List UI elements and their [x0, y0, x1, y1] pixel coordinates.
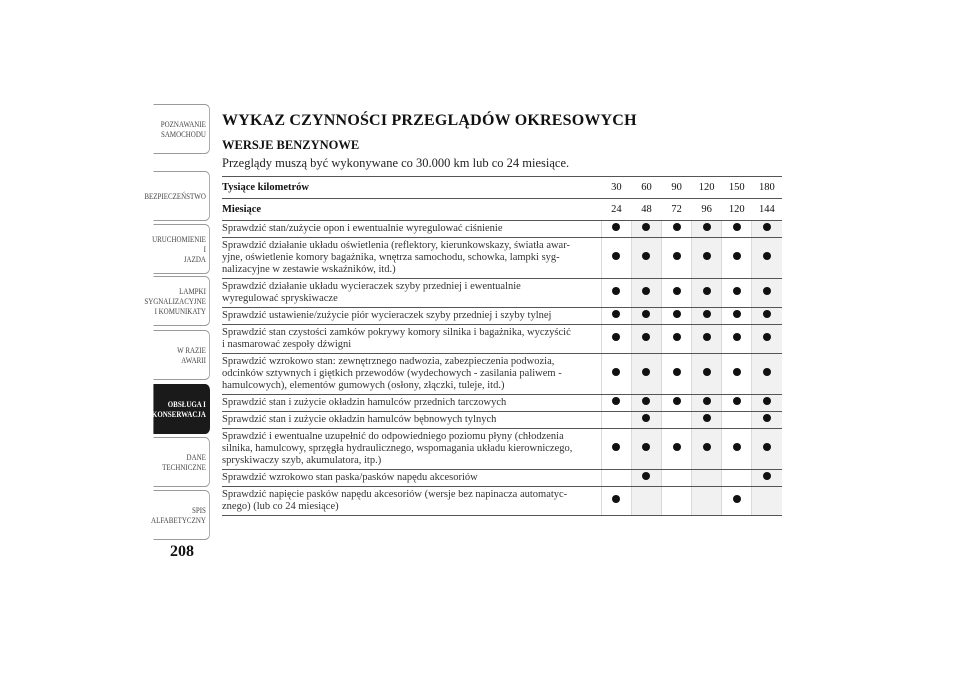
interval-cell: [662, 395, 692, 412]
required-dot-icon: [642, 310, 650, 318]
required-dot-icon: [673, 333, 681, 341]
required-dot-icon: [733, 287, 741, 295]
required-dot-icon: [733, 495, 741, 503]
table-row: [222, 221, 782, 238]
required-dot-icon: [733, 223, 741, 231]
chapter-tab[interactable]: W RAZIE AWARII: [153, 330, 210, 380]
interval-cell: [692, 429, 722, 470]
section-subtitle: WERSJE BENZYNOWE: [222, 138, 360, 152]
required-dot-icon: [763, 223, 771, 231]
km-value: 30: [601, 177, 631, 199]
required-dot-icon: [612, 443, 620, 451]
required-dot-icon: [763, 414, 771, 422]
interval-cell: [722, 487, 752, 516]
required-dot-icon: [642, 252, 650, 260]
interval-cell: [631, 238, 661, 279]
table-row: [222, 238, 782, 279]
required-dot-icon: [733, 397, 741, 405]
chapter-tab[interactable]: URUCHOMIENIE I JAZDA: [153, 224, 210, 274]
required-dot-icon: [763, 252, 771, 260]
chapter-tab[interactable]: LAMPKI SYGNALIZACYJNE I KOMUNIKATY: [153, 276, 210, 326]
required-dot-icon: [612, 397, 620, 405]
interval-cell: [662, 308, 692, 325]
required-dot-icon: [642, 368, 650, 376]
required-dot-icon: [642, 223, 650, 231]
km-value: 180: [752, 177, 782, 199]
required-dot-icon: [642, 287, 650, 295]
required-dot-icon: [733, 310, 741, 318]
task-description: Sprawdzić napięcie pasków napędu akcesoriów (wersje bez napinacza automatyc- znego) (lub co 24 miesiące): [222, 487, 601, 516]
interval-cell: [601, 487, 631, 516]
interval-cell: [722, 238, 752, 279]
interval-cell: [631, 429, 661, 470]
interval-cell: [692, 238, 722, 279]
interval-cell: [752, 354, 782, 395]
required-dot-icon: [733, 368, 741, 376]
maintenance-table: [222, 176, 782, 516]
km-value: 90: [662, 177, 692, 199]
task-description: Sprawdzić stan/zużycie opon i ewentualnie wyregulować ciśnienie: [222, 221, 601, 238]
interval-cell: [752, 238, 782, 279]
interval-cell: [601, 325, 631, 354]
required-dot-icon: [612, 333, 620, 341]
required-dot-icon: [763, 368, 771, 376]
task-description: Sprawdzić i ewentualne uzupełnić do odpowiedniego poziomu płyny (chłodzenia silnika, hamulcowy, sprzęgła hydraulicznego, wspomagania układu kierowniczego, spryskiwaczy szyb, akumulatora, itp.): [222, 429, 601, 470]
table-row: [222, 429, 782, 470]
interval-cell: [722, 470, 752, 487]
months-header-row: [222, 199, 782, 221]
interval-cell: [722, 308, 752, 325]
interval-cell: [692, 412, 722, 429]
task-description: Sprawdzić stan i zużycie okładzin hamulców bębnowych tylnych: [222, 412, 601, 429]
interval-cell: [631, 279, 661, 308]
table-row: [222, 308, 782, 325]
page-number: 208: [170, 543, 194, 560]
task-description: Sprawdzić stan czystości zamków pokrywy komory silnika i bagażnika, wyczyścić i nasmarować zespoły dźwigni: [222, 325, 601, 354]
required-dot-icon: [763, 287, 771, 295]
required-dot-icon: [703, 397, 711, 405]
km-label: Tysiące kilometrów: [222, 177, 601, 199]
interval-cell: [692, 325, 722, 354]
interval-cell: [662, 279, 692, 308]
required-dot-icon: [642, 472, 650, 480]
required-dot-icon: [703, 414, 711, 422]
interval-cell: [601, 429, 631, 470]
interval-cell: [601, 221, 631, 238]
required-dot-icon: [673, 252, 681, 260]
required-dot-icon: [673, 368, 681, 376]
interval-cell: [692, 354, 722, 395]
interval-cell: [692, 279, 722, 308]
table-row: [222, 487, 782, 516]
interval-cell: [752, 429, 782, 470]
required-dot-icon: [703, 333, 711, 341]
table-row: [222, 395, 782, 412]
interval-cell: [692, 308, 722, 325]
month-value: 48: [631, 199, 661, 221]
required-dot-icon: [673, 310, 681, 318]
month-value: 72: [662, 199, 692, 221]
page-title: WYKAZ CZYNNOŚCI PRZEGLĄDÓW OKRESOWYCH: [222, 112, 637, 129]
interval-cell: [662, 470, 692, 487]
interval-cell: [601, 308, 631, 325]
task-description: Sprawdzić działanie układu oświetlenia (reflektory, kierunkowskazy, światła awar- yjne, oświetlenie komory bagażnika, wnętrza samochodu, schowka, lampki syg- nalizacyjne w zestawie wskaźników, itd.): [222, 238, 601, 279]
required-dot-icon: [733, 443, 741, 451]
task-description: Sprawdzić stan i zużycie okładzin hamulców przednich tarczowych: [222, 395, 601, 412]
interval-cell: [752, 308, 782, 325]
required-dot-icon: [612, 368, 620, 376]
interval-cell: [631, 221, 661, 238]
required-dot-icon: [612, 495, 620, 503]
interval-cell: [601, 470, 631, 487]
month-value: 144: [752, 199, 782, 221]
interval-cell: [692, 221, 722, 238]
required-dot-icon: [733, 333, 741, 341]
interval-cell: [692, 395, 722, 412]
interval-cell: [662, 412, 692, 429]
table-row: [222, 470, 782, 487]
interval-cell: [662, 429, 692, 470]
interval-cell: [752, 221, 782, 238]
interval-cell: [631, 308, 661, 325]
required-dot-icon: [612, 310, 620, 318]
interval-cell: [662, 354, 692, 395]
chapter-tab[interactable]: SPIS ALFABETYCZNY: [153, 490, 210, 540]
interval-cell: [662, 221, 692, 238]
table-row: [222, 279, 782, 308]
interval-cell: [662, 487, 692, 516]
month-value: 24: [601, 199, 631, 221]
chapter-tab[interactable]: BEZPIECZEŃSTWO: [153, 171, 210, 221]
interval-cell: [601, 238, 631, 279]
interval-cell: [662, 238, 692, 279]
interval-cell: [722, 395, 752, 412]
required-dot-icon: [703, 368, 711, 376]
interval-cell: [601, 395, 631, 412]
required-dot-icon: [703, 223, 711, 231]
required-dot-icon: [642, 443, 650, 451]
interval-cell: [752, 487, 782, 516]
required-dot-icon: [703, 287, 711, 295]
required-dot-icon: [763, 397, 771, 405]
month-value: 120: [722, 199, 752, 221]
required-dot-icon: [642, 397, 650, 405]
interval-cell: [601, 279, 631, 308]
interval-cell: [722, 279, 752, 308]
required-dot-icon: [642, 333, 650, 341]
required-dot-icon: [673, 443, 681, 451]
required-dot-icon: [703, 443, 711, 451]
interval-cell: [722, 354, 752, 395]
required-dot-icon: [763, 333, 771, 341]
interval-cell: [631, 470, 661, 487]
interval-cell: [631, 412, 661, 429]
interval-cell: [752, 325, 782, 354]
interval-cell: [631, 354, 661, 395]
task-description: Sprawdzić działanie układu wycieraczek szyby przedniej i ewentualnie wyregulować spryskiwacze: [222, 279, 601, 308]
intro-text: Przeglądy muszą być wykonywane co 30.000 km lub co 24 miesiące.: [222, 156, 570, 170]
km-value: 60: [631, 177, 661, 199]
required-dot-icon: [733, 252, 741, 260]
table-row: [222, 325, 782, 354]
interval-cell: [631, 395, 661, 412]
required-dot-icon: [673, 287, 681, 295]
interval-cell: [631, 487, 661, 516]
interval-cell: [601, 354, 631, 395]
interval-cell: [752, 412, 782, 429]
table-row: [222, 354, 782, 395]
km-header-row: [222, 177, 782, 199]
required-dot-icon: [763, 472, 771, 480]
month-value: 96: [692, 199, 722, 221]
task-description: Sprawdzić ustawienie/zużycie piór wycieraczek szyby przedniej i szyby tylnej: [222, 308, 601, 325]
interval-cell: [601, 412, 631, 429]
required-dot-icon: [763, 443, 771, 451]
required-dot-icon: [763, 310, 771, 318]
task-description: Sprawdzić wzrokowo stan: zewnętrznego nadwozia, zabezpieczenia podwozia, odcinków sztywnych i giętkich przewodów (wydechowych - zasilania paliwem - hamulcowych), elementów gumowych (osłony, złączki, tuleje, itd.): [222, 354, 601, 395]
interval-cell: [692, 487, 722, 516]
interval-cell: [752, 279, 782, 308]
interval-cell: [662, 325, 692, 354]
km-value: 150: [722, 177, 752, 199]
required-dot-icon: [612, 223, 620, 231]
required-dot-icon: [612, 287, 620, 295]
months-label: Miesiące: [222, 199, 601, 221]
required-dot-icon: [612, 252, 620, 260]
chapter-tab[interactable]: OBSŁUGA I KONSERWACJA: [153, 384, 210, 434]
chapter-tab[interactable]: DANE TECHNICZNE: [153, 437, 210, 487]
table-row: [222, 412, 782, 429]
chapter-tab[interactable]: POZNAWANIE SAMOCHODU: [153, 104, 210, 154]
required-dot-icon: [703, 310, 711, 318]
required-dot-icon: [703, 252, 711, 260]
interval-cell: [722, 325, 752, 354]
interval-cell: [722, 221, 752, 238]
required-dot-icon: [642, 414, 650, 422]
interval-cell: [752, 395, 782, 412]
km-value: 120: [692, 177, 722, 199]
required-dot-icon: [673, 223, 681, 231]
interval-cell: [692, 470, 722, 487]
interval-cell: [722, 429, 752, 470]
interval-cell: [722, 412, 752, 429]
task-description: Sprawdzić wzrokowo stan paska/pasków napędu akcesoriów: [222, 470, 601, 487]
interval-cell: [631, 325, 661, 354]
required-dot-icon: [673, 397, 681, 405]
interval-cell: [752, 470, 782, 487]
